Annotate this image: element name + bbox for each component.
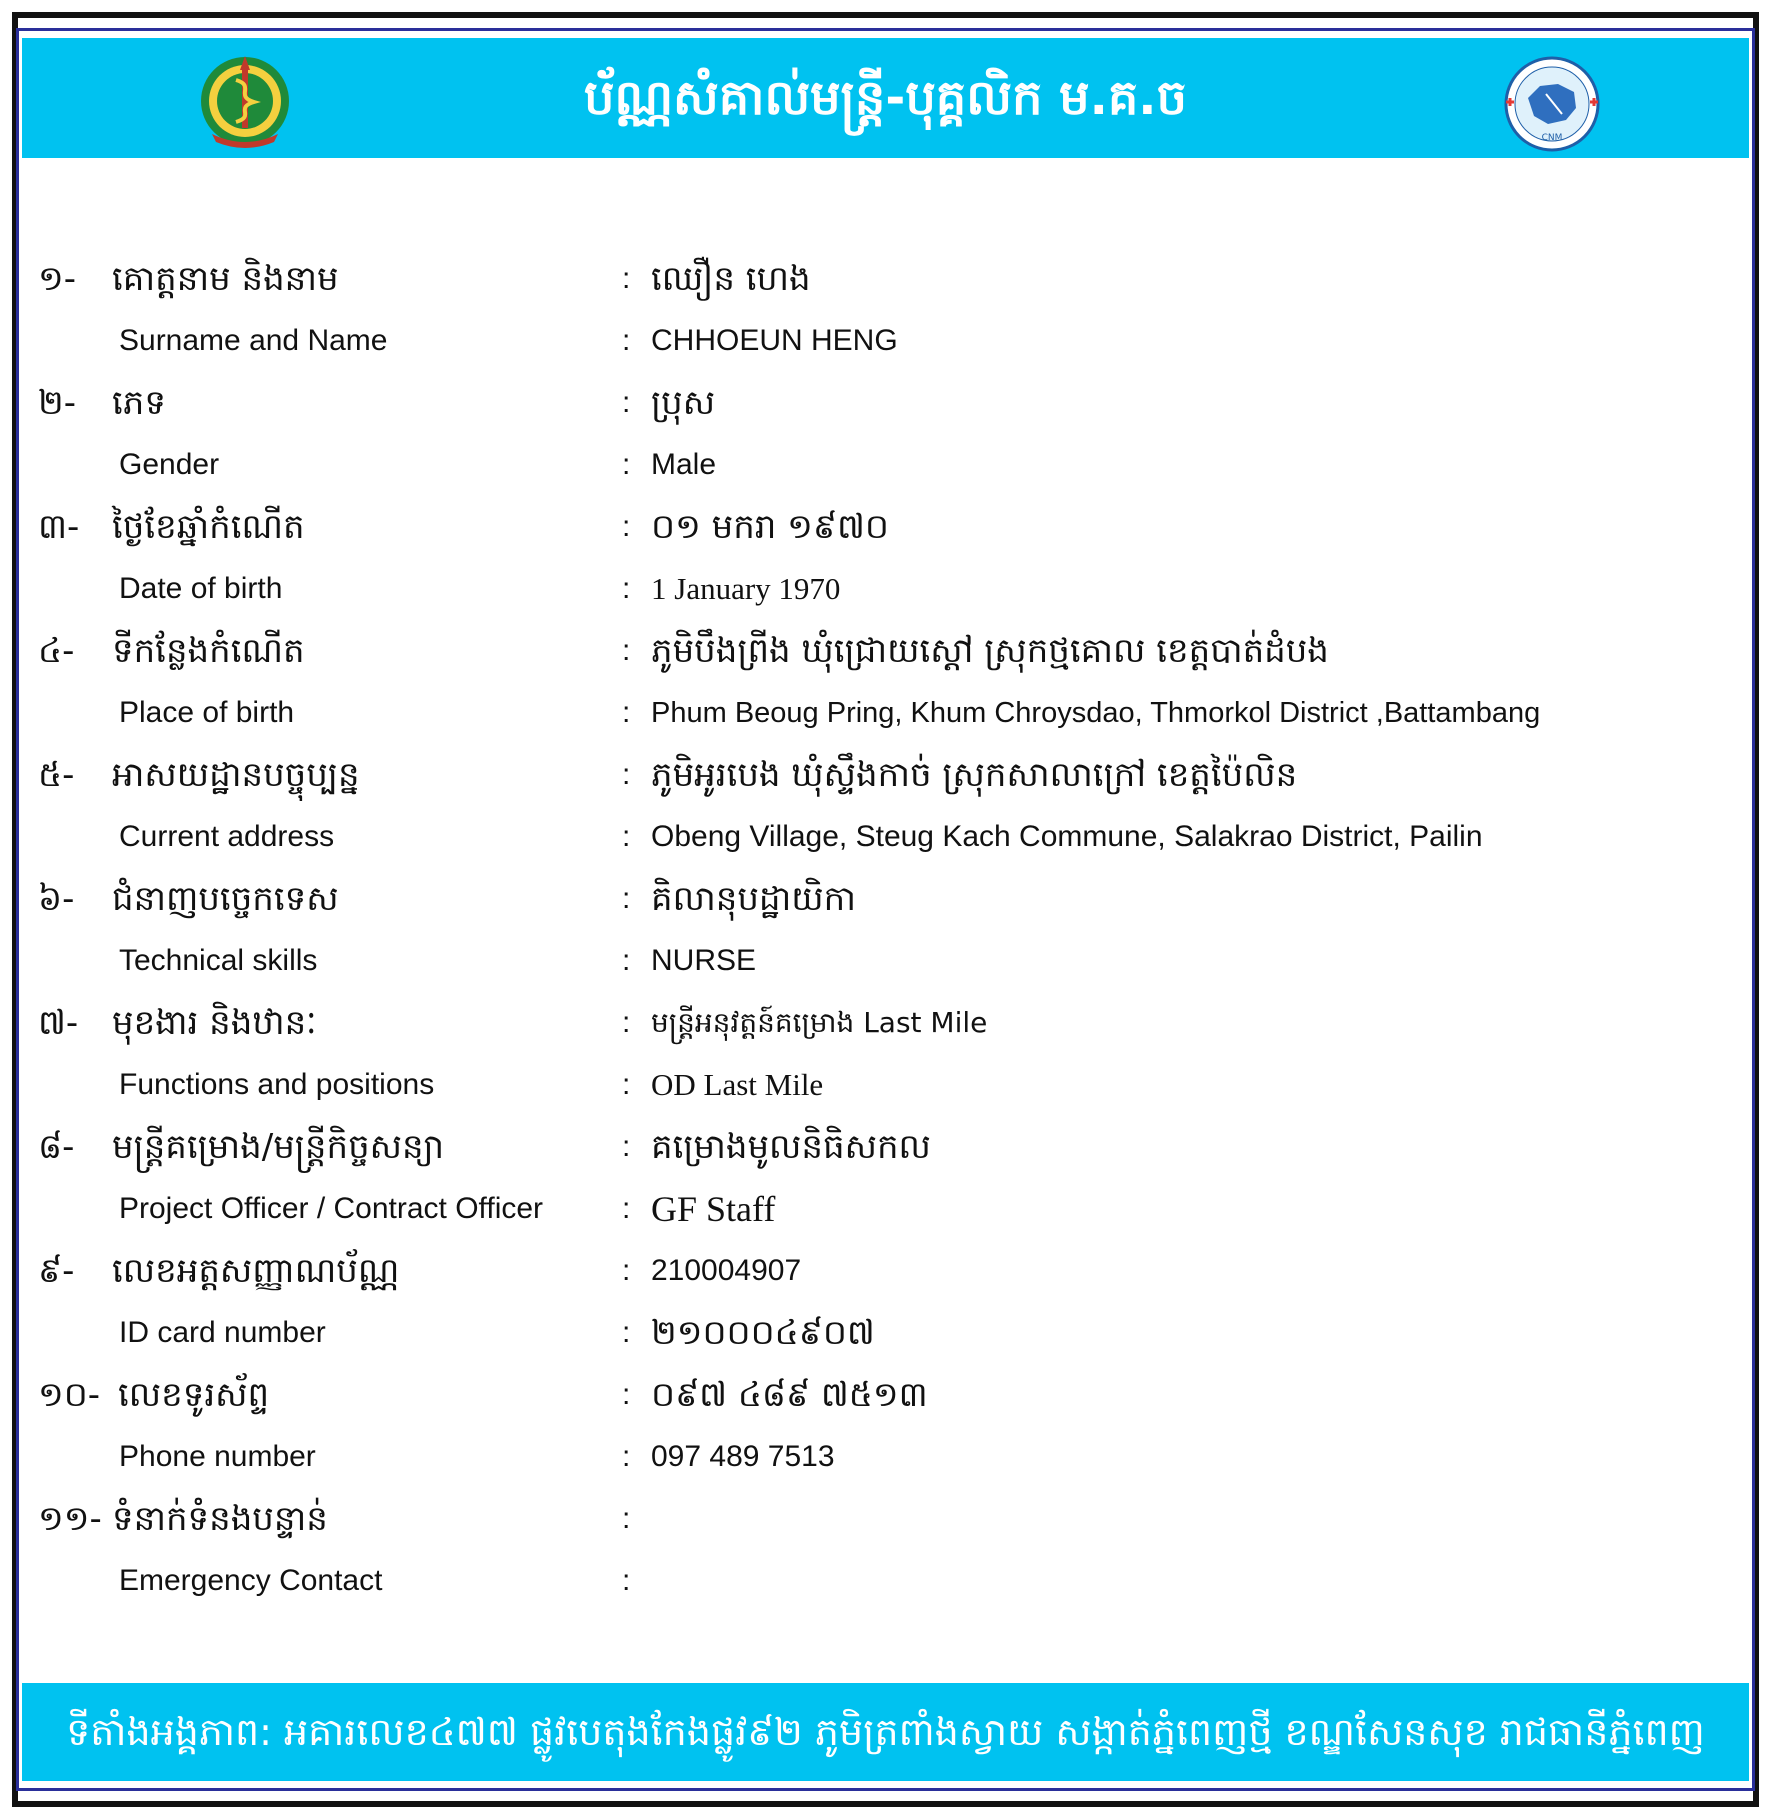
field-value-en: Phum Beoug Pring, Khum Chroysdao, Thmorkol District ,Battambang: [651, 697, 1541, 729]
field-label-en: Phone number: [119, 1440, 316, 1473]
field-row-en: [0, 1426, 1771, 1488]
field-colon: :: [622, 1502, 631, 1535]
field-label-km: ថ្ងៃខែឆ្នាំកំណើត: [112, 507, 305, 547]
field-row-km: [0, 744, 1771, 806]
field-colon: :: [622, 1068, 631, 1101]
field-colon: :: [622, 1316, 631, 1349]
field-number: ៩-: [38, 1251, 75, 1291]
field-label-km: លេខអត្តសញ្ញាណប័ណ្ណ: [112, 1251, 400, 1291]
field-row-km: [0, 1116, 1771, 1178]
field-number: ២-: [38, 383, 77, 423]
field-number: ៧-: [38, 1003, 79, 1043]
field-value-km: គិលានុបដ្ឋាយិកា: [651, 879, 857, 919]
field-number: ៥-: [38, 755, 75, 795]
field-row-en: [0, 558, 1771, 620]
field-value-km: 210004907: [651, 1254, 802, 1287]
field-label-km: ជំនាញបច្ចេកទេស: [112, 879, 339, 919]
field-value-km: ភូមិអូរបេង ឃុំស្ទឹងកាច់ ស្រុកសាលាក្រៅ ខេត្តប៉ៃលិន: [651, 755, 1298, 795]
field-colon: :: [622, 758, 631, 791]
footer-banner: [22, 1683, 1749, 1781]
field-value-en: 1 January 1970: [651, 571, 841, 606]
field-colon: :: [622, 572, 631, 605]
field-number: ៦-: [38, 879, 75, 919]
field-value-en: ២១០០០៤៩០៧: [651, 1313, 875, 1353]
field-label-en: Emergency Contact: [119, 1564, 383, 1597]
field-row-km: [0, 372, 1771, 434]
field-label-en: Gender: [119, 448, 220, 481]
field-label-km: មុខងារ និងឋានៈ: [112, 1003, 317, 1043]
field-row-en: [0, 434, 1771, 496]
field-label-km: ភេទ: [112, 383, 166, 423]
field-colon: :: [622, 1254, 631, 1287]
field-number: ១១-: [38, 1499, 102, 1539]
field-value-en: Male: [651, 448, 717, 481]
field-row-en: [0, 310, 1771, 372]
ministry-emblem-icon: [192, 46, 298, 152]
field-label-km: លេខទូរស័ព្ទ: [118, 1375, 270, 1415]
field-number: ១០-: [38, 1375, 101, 1415]
field-colon: :: [622, 510, 631, 543]
field-label-en: Functions and positions: [119, 1068, 435, 1101]
field-colon: :: [622, 386, 631, 419]
field-label-km: ទីកន្លែងកំណើត: [112, 631, 305, 671]
field-number: ៣-: [38, 507, 80, 547]
field-value-km: ឈឿន ហេង: [651, 259, 811, 299]
field-label-km: អាសយដ្ឋានបច្ចុប្បន្ន: [112, 755, 360, 795]
field-row-km: [0, 496, 1771, 558]
field-row-en: [0, 1302, 1771, 1364]
field-row-en: [0, 1550, 1771, 1612]
field-value-en: NURSE: [651, 944, 757, 977]
field-label-km: មន្ត្រីគម្រោង/មន្ត្រីកិច្ចសន្យា: [112, 1127, 445, 1167]
field-colon: :: [622, 1440, 631, 1473]
cnm-logo-text: CNM: [1541, 133, 1563, 143]
field-value-en: GF Staff: [651, 1189, 776, 1229]
field-label-en: Place of birth: [119, 696, 295, 729]
field-row-km: [0, 1488, 1771, 1550]
field-number: ៤-: [38, 631, 75, 671]
field-row-en: [0, 1054, 1771, 1116]
field-row-km: [0, 992, 1771, 1054]
field-colon: :: [622, 882, 631, 915]
office-address: ទីតាំងអង្គភាព: អគារលេខ៤៧៧ ផ្លូវបេតុងកែងផ្លូវ៩២ ភូមិត្រពាំងស្វាយ សង្កាត់ភ្នំពេញថ្មី ខណ្ឌសែនសុខ រាជធានីភ្នំពេញ: [66, 1710, 1705, 1754]
field-row-km: [0, 1240, 1771, 1302]
field-label-en: Project Officer / Contract Officer: [119, 1192, 544, 1225]
field-row-en: [0, 806, 1771, 868]
field-value-en: 097 489 7513: [651, 1440, 835, 1473]
field-number: ៨-: [38, 1127, 75, 1167]
field-colon: :: [622, 1192, 631, 1225]
field-value-km: ០៩៧ ៤៨៩ ៧៥១៣: [651, 1375, 928, 1415]
field-value-km: ភូមិបឹងព្រីង ឃុំជ្រោយស្ដៅ ស្រុកថ្មគោល ខេត្តបាត់ដំបង: [651, 631, 1329, 671]
field-label-en: Technical skills: [119, 944, 318, 977]
field-label-en: ID card number: [119, 1316, 326, 1349]
field-row-km: [0, 620, 1771, 682]
field-row-en: [0, 930, 1771, 992]
field-row-en: [0, 1178, 1771, 1240]
field-label-en: Current address: [119, 820, 335, 853]
field-colon: :: [622, 448, 631, 481]
field-row-en: [0, 682, 1771, 744]
field-colon: :: [622, 1564, 631, 1597]
field-number: ១-: [38, 259, 77, 299]
field-colon: :: [622, 1006, 631, 1039]
field-label-km: ទំនាក់ទំនងបន្ទាន់: [112, 1499, 328, 1539]
field-value-km: មន្ត្រីអនុវត្តន៍គម្រោង Last Mile: [651, 1006, 988, 1039]
field-colon: :: [622, 696, 631, 729]
field-colon: :: [622, 1378, 631, 1411]
field-value-en: Obeng Village, Steug Kach Commune, Salakrao District, Pailin: [651, 820, 1483, 853]
field-colon: :: [622, 262, 631, 295]
field-row-km: [0, 1364, 1771, 1426]
field-value-en: CHHOEUN HENG: [651, 324, 898, 357]
field-value-km: ប្រុស: [651, 383, 716, 423]
card-title: ប័ណ្ណសំគាល់មន្ត្រី-បុគ្គលិក ម.គ.ច: [583, 70, 1188, 126]
field-colon: :: [622, 1130, 631, 1163]
field-row-km: [0, 248, 1771, 310]
header-banner: [22, 38, 1749, 158]
field-label-en: Surname and Name: [119, 324, 388, 357]
field-label-en: Date of birth: [119, 572, 283, 605]
field-label-km: គោត្តនាម និងនាម: [112, 259, 339, 299]
cnm-map-emblem-icon: [1500, 54, 1604, 152]
field-colon: :: [622, 324, 631, 357]
field-colon: :: [622, 944, 631, 977]
field-colon: :: [622, 820, 631, 853]
field-row-km: [0, 868, 1771, 930]
field-colon: :: [622, 634, 631, 667]
field-value-km: ០១ មករា ១៩៧០: [651, 507, 889, 547]
field-value-km: គម្រោងមូលនិធិសកល: [651, 1127, 931, 1167]
field-value-en: OD Last Mile: [651, 1067, 824, 1102]
